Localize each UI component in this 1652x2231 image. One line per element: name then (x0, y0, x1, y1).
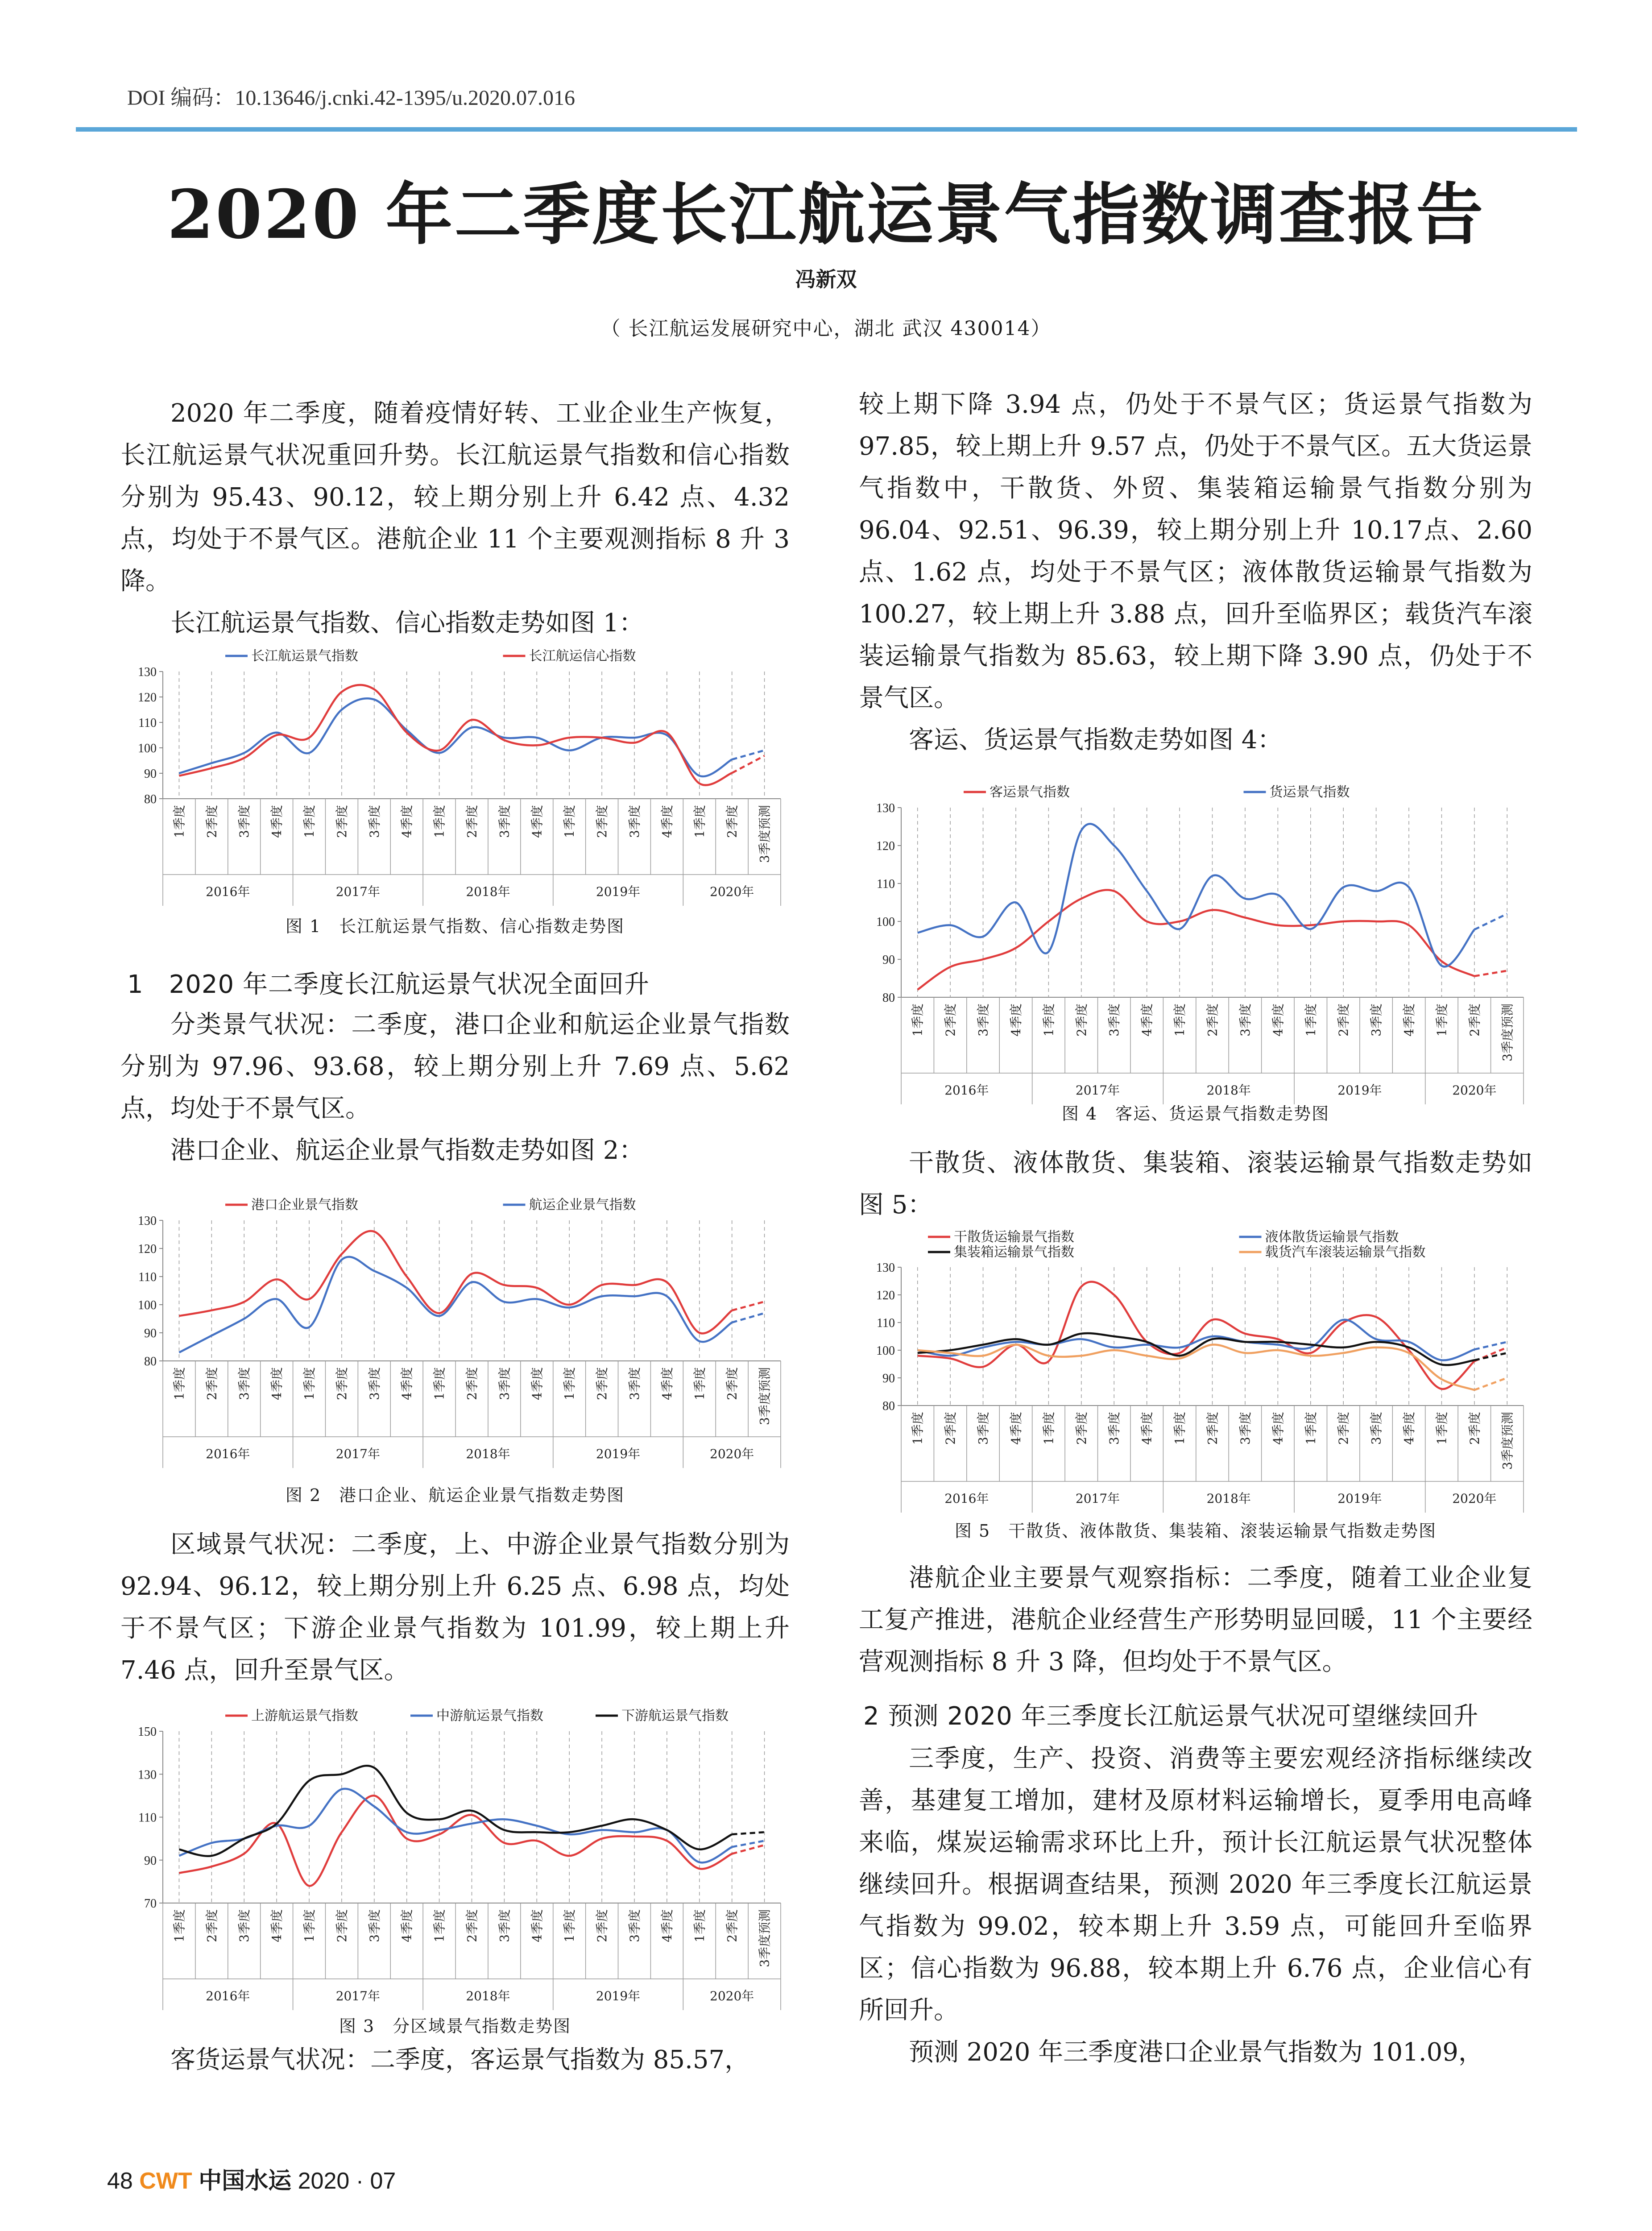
article-author: 冯新双 (795, 267, 857, 291)
category-label: 2季度 (334, 1909, 349, 1942)
page-number: 48 (107, 2168, 133, 2194)
legend-label: 货运景气指数 (1269, 784, 1350, 800)
category-label: 4季度 (269, 1367, 285, 1400)
y-tick-label: 80 (144, 792, 157, 806)
category-label: 2季度 (1074, 1412, 1089, 1445)
category-label: 3季度 (627, 805, 642, 838)
series-forecast-line (1474, 914, 1507, 929)
y-tick-label: 80 (882, 991, 895, 1005)
category-label: 1季度 (562, 1909, 577, 1942)
category-label: 3季度 (1238, 1004, 1253, 1037)
category-label: 4季度 (1139, 1004, 1155, 1037)
category-label: 2季度 (464, 1367, 480, 1400)
section-2-heading: 2 预测 2020 年三季度长江航运景气状况可望继续回升 (863, 1702, 1479, 1731)
category-label: 4季度 (1271, 1004, 1286, 1037)
journal-name: 中国水运 (199, 2168, 292, 2194)
series-line (918, 824, 1474, 966)
category-label: 2季度 (943, 1004, 958, 1037)
category-label: 1季度 (692, 1367, 707, 1400)
legend-label: 长江航运景气指数 (251, 648, 358, 664)
legend-label: 干散货运输景气指数 (954, 1229, 1074, 1245)
figure-2-caption: 图 2 港口企业、航运企业景气指数走势图 (285, 1485, 625, 1505)
figure-3-caption: 图 3 分区域景气指数走势图 (339, 2016, 571, 2036)
category-label: 4季度 (1402, 1004, 1417, 1037)
chart-svg (120, 1191, 790, 1472)
category-label: 4季度 (659, 1367, 675, 1400)
category-label: 4季度 (659, 1909, 675, 1942)
category-label: 3季度 (497, 805, 512, 838)
year-label: 2020年 (710, 1447, 754, 1461)
category-label: 2季度 (1205, 1412, 1220, 1445)
legend-label: 下游航运景气指数 (621, 1708, 729, 1724)
left-paragraph-2: 长江航运景气指数、信心指数走势如图 1： (170, 609, 644, 638)
y-tick-label: 130 (138, 1214, 157, 1228)
category-label: 3季度 (1369, 1412, 1384, 1445)
category-label: 3季度预测 (757, 1367, 772, 1425)
category-label: 3季度 (976, 1412, 991, 1445)
year-label: 2018年 (1206, 1083, 1251, 1098)
right-paragraph-1: 较上期下降 3.94 点，仍处于不景气区；货运景气指数为 97.85，较上期上升 9.57 点，仍处于不景气区。五大货运景气指数中，干散货、外贸、集装箱运输景气指数分别为96.04、92.51、96.39，较上期分别上升 10.17点、2.60点、1.62 点，均处于不景气区；液体散货运输景气指数为 100.27，较上期上升 3.88 点，回升至临界区；载货汽车滚装运输景气指数为 85.63，较上期下降 3.90 点，仍处于不景气区。 (859, 390, 1532, 713)
chart-svg (120, 1702, 790, 2015)
year-label: 2020年 (1452, 1083, 1497, 1098)
category-label: 1季度 (432, 805, 447, 838)
right-block-1 (859, 384, 1532, 761)
page-footer (107, 2162, 396, 2195)
category-label: 2季度 (464, 1909, 480, 1942)
category-label: 3季度 (237, 1367, 252, 1400)
category-label: 3季度 (237, 805, 252, 838)
y-tick-label: 100 (138, 742, 157, 755)
y-tick-label: 100 (138, 1298, 157, 1312)
figure-4 (859, 779, 1532, 1109)
category-label: 1季度 (1041, 1004, 1056, 1037)
year-label: 2016年 (206, 884, 250, 899)
series-line (179, 685, 732, 785)
year-label: 2018年 (1206, 1491, 1251, 1506)
year-label: 2019年 (596, 1989, 641, 2003)
left-paragraph-1: 2020 年二季度，随着疫情好转、工业企业生产恢复，长江航运景气状况重回升势。长江航运景气指数和信心指数分别为 95.43、90.12，较上期分别上升 6.42 点、4.32 点，均处于不景气区。港航企业 11 个主要观测指标 8 升 3 降。 (120, 399, 790, 596)
right-paragraph-3: 干散货、液体散货、集装箱、滚装运输景气指数走势如图 5： (859, 1149, 1532, 1219)
legend-label: 集装箱运输景气指数 (954, 1244, 1074, 1260)
figure-1-caption: 图 1 长江航运景气指数、信心指数走势图 (285, 916, 625, 936)
right-paragraph-5: 三季度，生产、投资、消费等主要宏观经济指标继续改善，基建复工增加，建材及原材料运输增长，夏季用电高峰来临，煤炭运输需求环比上升，预计长江航运景气状况整体继续回升。根据调查结果，预测 2020 年三季度长江航运景气指数为 99.02，较本期上升 3.59 点，可能回升至临界区；信心指数为 96.88，较本期上升 6.76 点，企业信心有所回升。 (859, 1744, 1532, 2025)
article-title: 2020 年二季度长江航运景气指数调查报告 (167, 175, 1485, 254)
category-label: 1季度 (1041, 1412, 1056, 1445)
legend-label: 客运景气指数 (990, 784, 1070, 800)
legend-label: 长江航运信心指数 (529, 648, 636, 664)
year-label: 2019年 (596, 1447, 641, 1461)
category-label: 4季度 (269, 805, 285, 838)
y-tick-label: 150 (138, 1725, 157, 1739)
left-block-1 (120, 393, 790, 644)
category-label: 2季度 (725, 1367, 740, 1400)
legend-label: 载货汽车滚装运输景气指数 (1265, 1244, 1426, 1260)
category-label: 4季度 (269, 1909, 285, 1942)
doi-line: DOI 编码：10.13646/j.cnki.42-1395/u.2020.07.016 (127, 86, 575, 110)
y-tick-label: 90 (882, 1372, 895, 1385)
category-label: 2季度 (1336, 1004, 1351, 1037)
series-forecast-line (1474, 971, 1507, 976)
category-label: 1季度 (1172, 1004, 1188, 1037)
y-tick-label: 120 (138, 1242, 157, 1256)
category-label: 2季度 (725, 1909, 740, 1942)
category-label: 3季度 (1107, 1004, 1122, 1037)
category-label: 3季度预测 (757, 1909, 772, 1967)
category-label: 1季度 (910, 1412, 925, 1445)
category-label: 2季度 (595, 1909, 610, 1942)
category-label: 3季度预测 (757, 805, 772, 863)
category-label: 1季度 (172, 1367, 187, 1400)
y-tick-label: 120 (876, 1289, 895, 1302)
category-label: 3季度 (497, 1909, 512, 1942)
category-label: 2季度 (204, 805, 219, 838)
series-forecast-line (732, 1313, 765, 1323)
legend-label: 航运企业景气指数 (529, 1197, 636, 1213)
y-tick-label: 100 (876, 915, 895, 929)
year-label: 2020年 (710, 884, 754, 899)
y-tick-label: 100 (876, 1344, 895, 1358)
year-label: 2018年 (466, 884, 510, 899)
category-label: 4季度 (1008, 1412, 1023, 1445)
category-label: 2季度 (595, 1367, 610, 1400)
category-label: 3季度 (367, 1909, 382, 1942)
category-label: 1季度 (692, 805, 707, 838)
legend-label: 液体散货运输景气指数 (1265, 1229, 1399, 1245)
year-label: 2020年 (1452, 1491, 1497, 1506)
category-label: 2季度 (1074, 1004, 1089, 1037)
header-rule (76, 127, 1577, 132)
category-label: 3季度 (1238, 1412, 1253, 1445)
category-label: 3季度 (497, 1367, 512, 1400)
category-label: 3季度 (237, 1909, 252, 1942)
left-block-3 (120, 1524, 790, 1692)
category-label: 1季度 (692, 1909, 707, 1942)
year-label: 2016年 (206, 1989, 250, 2003)
category-label: 1季度 (562, 805, 577, 838)
y-tick-label: 110 (138, 1270, 157, 1284)
category-label: 3季度 (367, 1367, 382, 1400)
category-label: 1季度 (432, 1367, 447, 1400)
figure-5 (859, 1227, 1532, 1517)
category-label: 1季度 (302, 1909, 317, 1942)
year-label: 2017年 (1075, 1083, 1120, 1098)
y-tick-label: 130 (138, 665, 157, 679)
category-label: 2季度 (725, 805, 740, 838)
legend-label: 中游航运景气指数 (436, 1708, 543, 1724)
y-tick-label: 120 (876, 839, 895, 853)
series-line (179, 698, 732, 776)
category-label: 3季度 (627, 1909, 642, 1942)
legend-label: 港口企业景气指数 (251, 1197, 358, 1213)
category-label: 4季度 (659, 805, 675, 838)
y-tick-label: 130 (876, 801, 895, 815)
series-line (179, 1766, 732, 1856)
right-paragraph-2: 客运、货运景气指数走势如图 4： (909, 726, 1283, 755)
year-label: 2019年 (596, 884, 641, 899)
category-label: 1季度 (432, 1909, 447, 1942)
category-label: 4季度 (1008, 1004, 1023, 1037)
year-label: 2017年 (335, 1989, 381, 2003)
y-tick-label: 90 (144, 767, 157, 781)
y-tick-label: 120 (138, 691, 157, 705)
section-1-heading: 1 2020 年二季度长江航运景气状况全面回升 (127, 970, 650, 999)
chart-svg (859, 1227, 1532, 1517)
issue-number: 2020 · 07 (298, 2168, 396, 2194)
legend-label: 上游航运景气指数 (251, 1708, 358, 1724)
category-label: 1季度 (562, 1367, 577, 1400)
left-paragraph-3: 分类景气状况：二季度，港口企业和航运企业景气指数分别为 97.96、93.68，较上期分别上升 7.69 点、5.62 点，均处于不景气区。 (120, 1010, 790, 1123)
y-tick-label: 90 (144, 1854, 157, 1868)
category-label: 1季度 (172, 805, 187, 838)
y-tick-label: 130 (876, 1261, 895, 1275)
category-label: 3季度 (976, 1004, 991, 1037)
y-tick-label: 110 (138, 716, 157, 730)
category-label: 1季度 (1303, 1004, 1318, 1037)
category-label: 3季度预测 (1500, 1412, 1515, 1470)
series-line (918, 1282, 1474, 1389)
category-label: 1季度 (172, 1909, 187, 1942)
right-block-2 (859, 1142, 1532, 1226)
category-label: 1季度 (1303, 1412, 1318, 1445)
y-tick-label: 130 (138, 1768, 157, 1782)
right-paragraph-4: 港航企业主要景气观察指标：二季度，随着工业企业复工复产推进，港航企业经营生产形势明显回暖，11 个主要经营观测指标 8 升 3 降，但均处于不景气区。 (859, 1563, 1532, 1676)
category-label: 2季度 (1205, 1004, 1220, 1037)
category-label: 2季度 (204, 1909, 219, 1942)
chart-svg (859, 779, 1532, 1109)
year-label: 2016年 (944, 1491, 989, 1506)
category-label: 1季度 (1434, 1004, 1449, 1037)
figure-2 (120, 1191, 790, 1472)
category-label: 2季度 (334, 805, 349, 838)
chart-svg (120, 643, 790, 910)
y-tick-label: 80 (882, 1399, 895, 1413)
category-label: 2季度 (334, 1367, 349, 1400)
year-label: 2017年 (335, 884, 381, 899)
right-paragraph-6: 预测 2020 年三季度港口企业景气指数为 101.09， (909, 2038, 1483, 2067)
year-label: 2016年 (206, 1447, 250, 1461)
series-forecast-line (1474, 1342, 1507, 1349)
left-paragraph-6: 客货运景气状况：二季度，客运景气指数为 85.57， (170, 2045, 750, 2074)
right-block-4 (859, 1738, 1532, 2073)
category-label: 1季度 (1434, 1412, 1449, 1445)
left-block-4 (120, 2039, 790, 2081)
category-label: 2季度 (1467, 1412, 1482, 1445)
year-label: 2019年 (1337, 1083, 1382, 1098)
series-forecast-line (732, 1302, 765, 1310)
series-forecast-line (732, 1832, 765, 1834)
series-forecast-line (1474, 1378, 1507, 1390)
y-tick-label: 90 (144, 1327, 157, 1340)
category-label: 3季度 (1107, 1412, 1122, 1445)
y-tick-label: 90 (882, 953, 895, 967)
category-label: 1季度 (1172, 1412, 1188, 1445)
year-label: 2016年 (944, 1083, 989, 1098)
category-label: 2季度 (464, 805, 480, 838)
category-label: 3季度预测 (1500, 1004, 1515, 1062)
left-paragraph-4: 港口企业、航运企业景气指数走势如图 2： (170, 1136, 644, 1165)
category-label: 1季度 (910, 1004, 925, 1037)
figure-4-caption: 图 4 客运、货运景气指数走势图 (1061, 1104, 1330, 1124)
category-label: 4季度 (530, 1367, 545, 1400)
category-label: 1季度 (302, 805, 317, 838)
y-tick-label: 110 (877, 1316, 895, 1330)
category-label: 4季度 (1402, 1412, 1417, 1445)
y-tick-label: 70 (144, 1897, 157, 1911)
journal-logo-cwt: CWT (139, 2168, 192, 2194)
year-label: 2017年 (1075, 1491, 1120, 1506)
category-label: 1季度 (302, 1367, 317, 1400)
year-label: 2017年 (335, 1447, 381, 1461)
category-label: 4季度 (1271, 1412, 1286, 1445)
category-label: 4季度 (1139, 1412, 1155, 1445)
year-label: 2019年 (1337, 1491, 1382, 1506)
figure-3 (120, 1702, 790, 2015)
category-label: 3季度 (1369, 1004, 1384, 1037)
category-label: 3季度 (627, 1367, 642, 1400)
category-label: 4季度 (530, 805, 545, 838)
series-line (179, 1796, 732, 1886)
category-label: 2季度 (204, 1367, 219, 1400)
year-label: 2018年 (466, 1447, 510, 1461)
y-tick-label: 110 (138, 1811, 157, 1825)
y-tick-label: 80 (144, 1355, 157, 1368)
category-label: 4季度 (399, 1909, 414, 1942)
left-paragraph-5: 区域景气状况：二季度，上、中游企业景气指数分别为 92.94、96.12，较上期分别上升 6.25 点、6.98 点，均处于不景气区；下游企业景气指数为 101.99，较上期上升 7.46 点，回升至景气区。 (120, 1530, 790, 1685)
figure-5-caption: 图 5 干散货、液体散货、集装箱、滚装运输景气指数走势图 (954, 1521, 1437, 1541)
category-label: 4季度 (399, 1367, 414, 1400)
year-label: 2018年 (466, 1989, 510, 2003)
left-block-2 (120, 1004, 790, 1172)
category-label: 2季度 (595, 805, 610, 838)
category-label: 4季度 (399, 805, 414, 838)
year-label: 2020年 (710, 1989, 754, 2003)
right-block-3 (859, 1557, 1532, 1683)
figure-1 (120, 643, 790, 910)
y-tick-label: 110 (877, 877, 895, 891)
category-label: 2季度 (943, 1412, 958, 1445)
series-line (179, 1257, 732, 1352)
series-line (918, 1344, 1474, 1390)
article-affiliation: （ 长江航运发展研究中心，湖北 武汉 430014） (600, 317, 1052, 340)
category-label: 4季度 (530, 1909, 545, 1942)
category-label: 3季度 (367, 805, 382, 838)
category-label: 2季度 (1336, 1412, 1351, 1445)
series-line (179, 1789, 732, 1862)
series-line (179, 1231, 732, 1334)
category-label: 2季度 (1467, 1004, 1482, 1037)
